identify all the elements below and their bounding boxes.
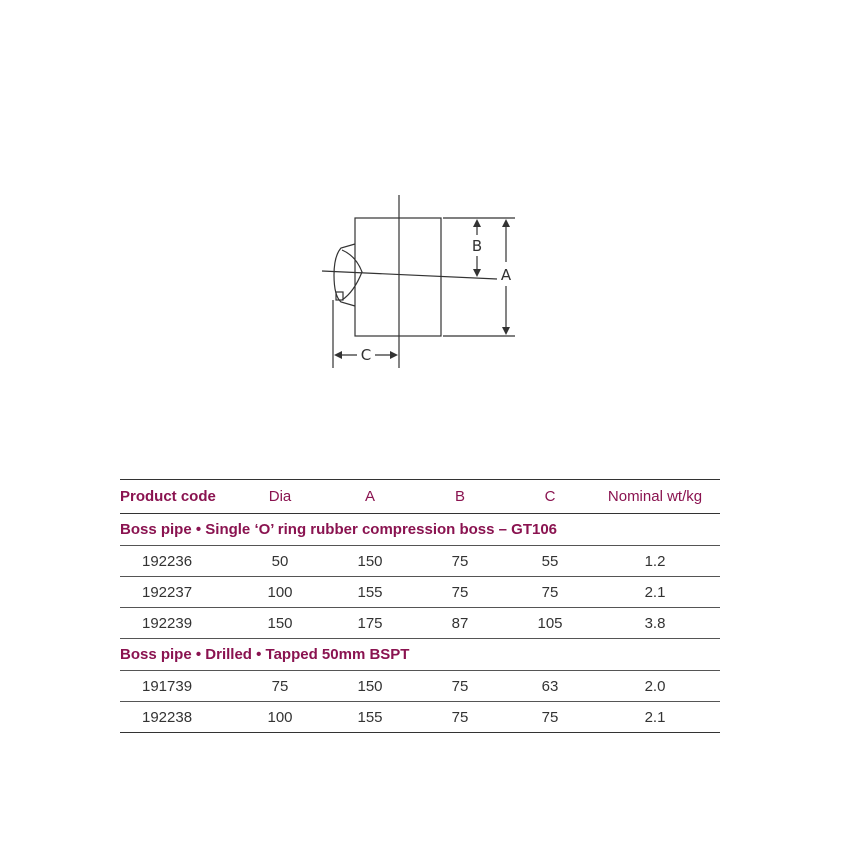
- group-title: Boss pipe • Single ‘O’ ring rubber compression boss – GT106: [120, 514, 720, 546]
- table-cell: 55: [510, 546, 590, 577]
- group-title: Boss pipe • Drilled • Tapped 50mm BSPT: [120, 639, 720, 671]
- product-code-cell: 191739: [120, 671, 230, 702]
- dim-b-label: B: [471, 237, 483, 255]
- dim-c-arrow-right: [390, 351, 398, 359]
- table-cell: 50: [230, 546, 330, 577]
- header-a: A: [330, 480, 410, 514]
- table-row: [120, 577, 720, 608]
- product-code-cell: 192238: [120, 702, 230, 733]
- table-row: [120, 608, 720, 639]
- table-cell: 100: [230, 577, 330, 608]
- group-header-row: [120, 639, 720, 671]
- table-cell: 87: [410, 608, 510, 639]
- table-cell: 2.0: [590, 671, 720, 702]
- product-code-cell: 192236: [120, 546, 230, 577]
- dim-a-arrow-bottom: [502, 327, 510, 335]
- dim-a-label: A: [500, 266, 512, 284]
- table-row: [120, 546, 720, 577]
- table-cell: 2.1: [590, 702, 720, 733]
- table-row: [120, 702, 720, 733]
- dim-c-arrow-left: [334, 351, 342, 359]
- product-code-cell: 192239: [120, 608, 230, 639]
- table-cell: 75: [410, 577, 510, 608]
- spec-table: [120, 479, 720, 733]
- table-cell: 75: [410, 546, 510, 577]
- table-cell: 155: [330, 577, 410, 608]
- table-cell: 75: [510, 577, 590, 608]
- table-cell: 175: [330, 608, 410, 639]
- boss-inner-curve: [342, 250, 362, 300]
- header-c: C: [510, 480, 590, 514]
- dim-a-arrow-top: [502, 219, 510, 227]
- dim-b-arrow-bottom: [473, 269, 481, 277]
- table-cell: 150: [330, 671, 410, 702]
- table-cell: 100: [230, 702, 330, 733]
- group-header-row: [120, 514, 720, 546]
- table-cell: 150: [230, 608, 330, 639]
- table-row: [120, 671, 720, 702]
- table-cell: 75: [410, 671, 510, 702]
- header-dia: Dia: [230, 480, 330, 514]
- table-cell: 75: [410, 702, 510, 733]
- boss-centreline: [322, 271, 497, 279]
- table-cell: 75: [510, 702, 590, 733]
- table-cell: 3.8: [590, 608, 720, 639]
- product-code-cell: 192237: [120, 577, 230, 608]
- table-cell: 2.1: [590, 577, 720, 608]
- table-cell: 150: [330, 546, 410, 577]
- header-nominal-wt: Nominal wt/kg: [590, 480, 720, 514]
- header-b: B: [410, 480, 510, 514]
- table-cell: 105: [510, 608, 590, 639]
- dim-c-label: C: [360, 346, 372, 364]
- dim-b-arrow-top: [473, 219, 481, 227]
- table-cell: 1.2: [590, 546, 720, 577]
- boss-outline: [334, 244, 355, 306]
- table-header-row: [120, 480, 720, 514]
- table-cell: 155: [330, 702, 410, 733]
- table-cell: 75: [230, 671, 330, 702]
- pipe-body: [355, 218, 441, 336]
- table-cell: 63: [510, 671, 590, 702]
- header-product-code: Product code: [120, 480, 230, 514]
- table-body: [120, 514, 720, 733]
